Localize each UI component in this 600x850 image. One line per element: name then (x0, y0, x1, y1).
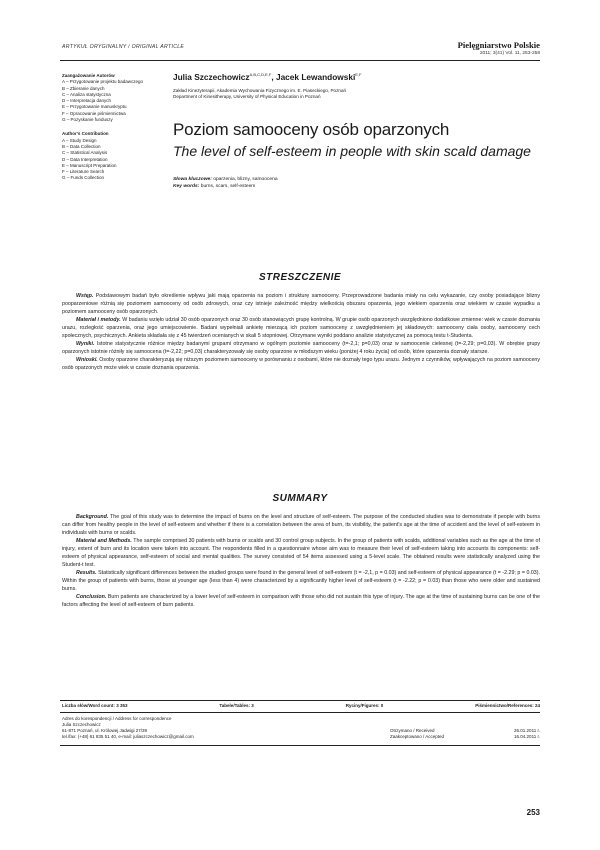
contrib-en-item: E – Manuscript Preparation (62, 162, 117, 168)
abstract-text: Burn patients are characterized by a lower level of self-esteem in comparison with those who did not sustain this type of injury. The age at the time of sustaining burns can be one of the factors affecting the level of self-esteem of burn patients. (62, 594, 540, 608)
address-name: Julia Szczechowicz (62, 722, 101, 727)
keywords (173, 176, 543, 190)
abstract-label: Wyniki. (76, 341, 95, 347)
abstract-label: Conclusion. (76, 594, 107, 600)
contrib-pl-item: E – Przygotowanie manuskryptu (62, 104, 127, 110)
author-name: Jacek Lewandowski (275, 72, 356, 82)
authors: Julia Szczechowicz$^{A,B,C,D,E,F}$, Jacek Lewandowski$^{E,F}$ (173, 72, 362, 82)
abstract-label: Background. (76, 514, 109, 520)
article-stats (62, 703, 540, 708)
page-number: 253 (526, 808, 540, 817)
contrib-en-item: F – Literature Search (62, 169, 105, 175)
abstract-label: Material and Methods. (76, 538, 132, 544)
summary-body (62, 513, 540, 609)
keywords-pl-label: Słowa kluczowe: (173, 177, 212, 182)
address-label: Adres do korespondencji / Address for correspondence (62, 716, 172, 721)
abstract-paragraph (62, 513, 540, 537)
received-label: Otrzymano / Received (390, 728, 435, 733)
contribution-sidebar (62, 73, 158, 190)
abstract-text: W badaniu wzięło udział 30 osób oparzonych oraz 30 osób stanowiących grupę kontrolną. W grupie osób oparzonych uwzględniono dodatkowe zmienne: wiek w czasie doznania urazu, rozległość oparzenia, oraz jego umiejscowienie. Badani wypełniali ankietę mierzącą ich poziom samooceny z uwzględnieniem jej składowych: samooceny ciała osoby, samooceny cech społecznych, psychicznych. Ankieta składała się z 45 twierdzeń ocenianych w skali 5 stopniowej. Otrzymane wyniki poddano analizie statystycznej za pomocą testu t-Studenta. (62, 317, 540, 339)
abstract-label: Materiał i metody. (76, 317, 121, 323)
table-count: Tabele/Tables: 3 (219, 703, 254, 708)
author-contribution: E,F (355, 72, 362, 78)
abstract-paragraph (62, 569, 540, 593)
journal-issue: 2011; 3(41) Vol. 11, 253-258 (479, 51, 540, 56)
contrib-en-item: B – Data Collection (62, 143, 101, 149)
affiliation-en: Department of Kinesitherapy, University of Physical Education in Poznań (173, 94, 321, 99)
abstract-text: The goal of this study was to determine the impact of burns on the level and structure of self-esteem. The purpose of the conducted studies was to demonstrate if people with burns can differ from healthy people in the level of self-esteem and whether if there is a correlation between the area of burn, its visibility, the patient's age at the time of accident and the level of self-esteem in individuals with burns or scalds. (62, 514, 540, 536)
keywords-en: burns, scars, self-esteem (200, 184, 256, 189)
contrib-pl-item: C – Analiza statystyczna (62, 91, 111, 97)
contrib-en-item: G – Funds Collection (62, 175, 105, 181)
abstract-label: Results. (76, 570, 97, 576)
abstract-label: Wnioski. (76, 357, 98, 363)
title-polish: Poziom samooceny osób oparzonych (173, 120, 450, 139)
title-english: The level of self-esteem in people with skin scald damage (173, 143, 531, 159)
accepted-label: Zaakceptowano / Accepted (390, 734, 445, 739)
correspondence-address (62, 716, 194, 740)
author-contribution: A,B,C,D,E,F (249, 72, 272, 78)
contrib-pl-item: F – Opracowanie piśmiennictwa (62, 110, 126, 116)
footer-rule-bottom (60, 745, 540, 746)
footer-rule-mid (60, 712, 540, 713)
contrib-pl-item: G – Pozyskanie funduszy (62, 117, 113, 123)
word-count: Liczba słów/Word count: 3 353 (62, 703, 128, 708)
streszczenie-heading: STRESZCZENIE (258, 272, 342, 283)
figure-count: Ryciny/Figures: 0 (345, 703, 384, 708)
abstract-label: Wstęp. (76, 293, 94, 299)
journal-header (458, 40, 540, 56)
footer-rule-top (60, 700, 540, 701)
affiliation (173, 88, 543, 100)
abstract-paragraph (62, 292, 540, 316)
header-rule (60, 60, 540, 61)
section-label: ARTYKUŁ ORYGINALNY / ORIGINAL ARTICLE (62, 44, 185, 50)
reference-count: Piśmiennictwo/References: 24 (475, 703, 540, 708)
contrib-pl-item: A – Przygotowanie projektu badawczego (62, 79, 144, 85)
affiliation-pl: Zakład Kinezyterapii, Akademia Wychowania Fizycznego im. E. Piaseckiego, Poznań (173, 88, 347, 93)
contrib-en-title: Author's Contribution (62, 131, 109, 137)
contrib-en-item: C – Statistical Analysis (62, 150, 108, 156)
article-header (173, 72, 543, 190)
abstract-paragraph (62, 537, 540, 569)
author-name: Julia Szczechowicz (173, 72, 250, 82)
keywords-pl: oparzenia, blizny, samoocena (213, 177, 278, 182)
abstract-paragraph (62, 356, 540, 372)
contrib-pl-block (62, 73, 158, 123)
abstract-text: Statistically significant differences between the studied groups were found in the general level of self-esteem (t = -2,1, p = 0.03) and self-esteem of physical appearance (t = -2.29; p = 0.03). Within the group of patients with burns, those at younger age (less than 4) were characterized by a significantly higher level of self-esteem (t = -2.22; p = 0.03) than those who were older and sustained burns. (62, 570, 540, 592)
contrib-en-item: D – Data Interpretation (62, 156, 108, 162)
abstract-paragraph (62, 340, 540, 356)
abstract-paragraph (62, 593, 540, 609)
keywords-en-label: Key words: (173, 184, 200, 189)
address-street: 61-871 Poznań, ul. Królowej Jadwigi 27/39 (62, 728, 148, 733)
received-date: 26.01.2011 r. (514, 728, 540, 733)
accepted-date: 16.04.2011 r. (514, 734, 540, 739)
contrib-pl-item: B – Zbieranie danych (62, 85, 105, 91)
dates (390, 728, 540, 740)
journal-name: Pielęgniarstwo Polskie (457, 40, 540, 50)
abstract-text: The sample comprised 30 patients with burns or scalds and 30 control group subjects. In the group of patients with scalds, additional variables such as the age at the time of injury, extent of burn and its location were taken into account. The respondents filled in a questionnaire whose aim was to measure their level of self-esteem taking into accounts its components: self-esteem of physical appearance, self-esteem of social and mental qualities. The survey consisted of 54 items assessed using a 5-level scale. The obtained results were statistically analyzed using the Student-t test. (62, 538, 540, 568)
contrib-pl-item: D – Interpretacja danych (62, 98, 112, 104)
contrib-en-item: A – Study Design (62, 137, 97, 143)
correspondence (62, 716, 540, 740)
abstract-text: Podstawowym badań było określenie wpływu jaki mają oparzenia na poziom i strukturę samooceny. Przeprowadzone badania miały na celu wykazanie, czy osoby posiadające blizny pooparzeniowe różnią się poziomem samooceny od osób zdrowych, oraz czy istnieje zależność między wielkością obszaru oparzenia, jego wiekiem oparzenia oraz wiekiem w czasie wypadku a poziomem samooceny osób oparzonych. (62, 293, 540, 315)
abstract-paragraph (62, 316, 540, 340)
address-contact: tel./fax: (+48) 61 835 51 40, e-mail: juliaszczechowicz@gmail.com (62, 734, 194, 739)
abstract-text: Osoby oparzone charakteryzują się niższym poziomem samooceny w porównaniu z osobami, które nie doznały tego typu urazu. Jednym z czynników, wpływających na poziom samooceny osób oparzonych może wiek w czasie doznania oparzenia. (62, 357, 540, 371)
contrib-pl-title: Zaangażowanie Autorów (62, 73, 115, 78)
streszczenie-body (62, 292, 540, 372)
abstract-text: Istotne statystycznie różnice między badanymi grupami otrzymano w ogólnym poziomie samooceny (t=-2,1; p=0,03) oraz w samoocenie cielesnej (t=-2,29; p=0,03). W obrębie grupy oparzonych istotnie różniły się samoocena (t=-2,22; p=0,03) charakteryzowały się osoby oparzone w młodszym wieku (poniżej 4 roku życia) od osób, które oparzenia doznały starsze. (62, 341, 540, 355)
contrib-en-block (62, 131, 158, 181)
summary-heading: SUMMARY (272, 493, 328, 504)
